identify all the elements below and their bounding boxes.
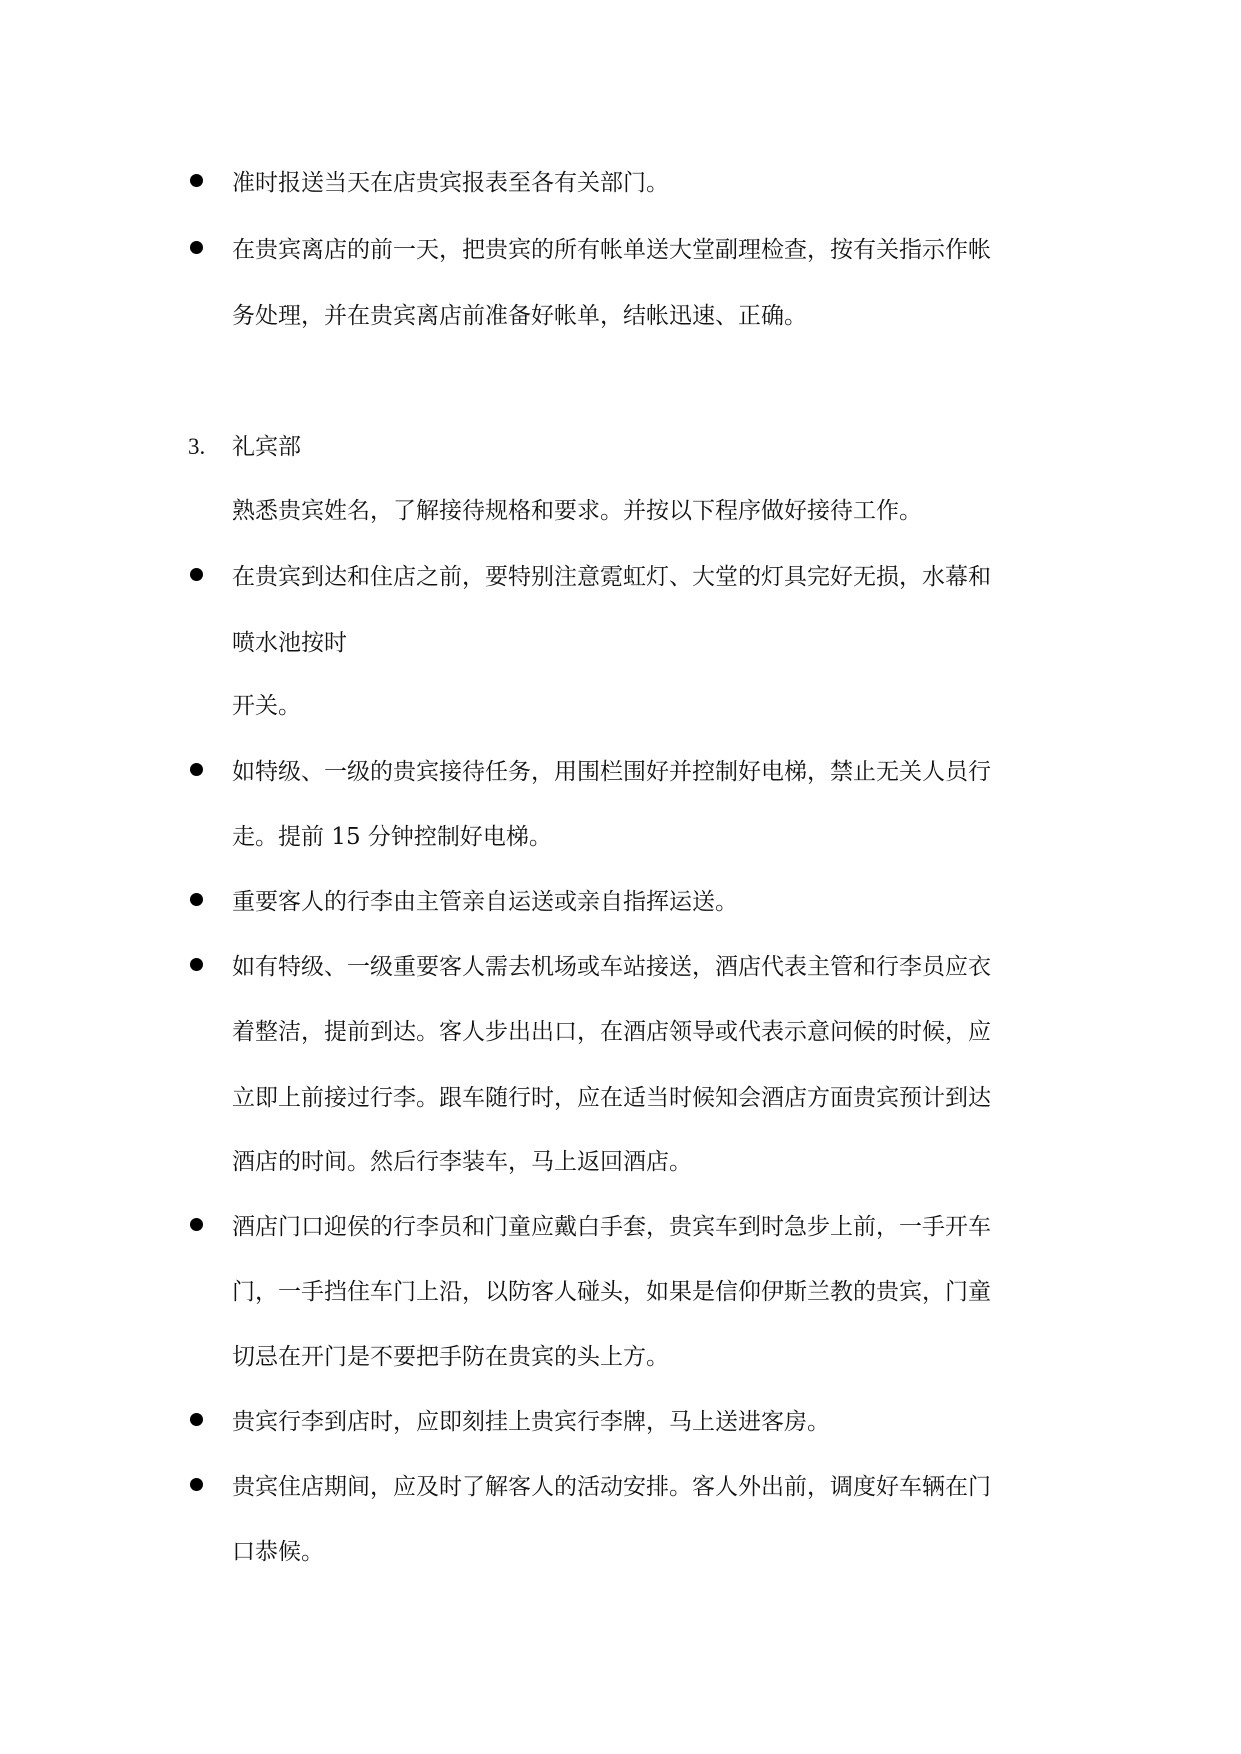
list-item-text: 喷水池按时 <box>232 630 347 656</box>
list-item-text: 准时报送当天在店贵宾报表至各有关部门。 <box>232 170 669 196</box>
list-item-text: 开关。 <box>232 693 301 719</box>
bullet-icon <box>190 174 203 187</box>
list-item-text: 在贵宾离店的前一天，把贵宾的所有帐单送大堂副理检查，按有关指示作帐 <box>232 237 991 263</box>
bullet-icon <box>190 1218 203 1231</box>
bullet-icon <box>190 241 203 254</box>
list-item-text: 如特级、一级的贵宾接待任务，用围栏围好并控制好电梯，禁止无关人员行 <box>232 759 991 785</box>
list-item-text: 口恭候。 <box>232 1539 324 1565</box>
section-number: 3. <box>188 434 206 459</box>
list-item-text: 重要客人的行李由主管亲自运送或亲自指挥运送。 <box>232 889 738 915</box>
list-item-text: 门，一手挡住车门上沿，以防客人碰头，如果是信仰伊斯兰教的贵宾，门童 <box>232 1279 991 1305</box>
list-item-text: 酒店门口迎侯的行李员和门童应戴白手套，贵宾车到时急步上前，一手开车 <box>232 1214 991 1240</box>
list-item-text: 贵宾行李到店时，应即刻挂上贵宾行李牌，马上送进客房。 <box>232 1409 830 1435</box>
list-item-text: 务处理，并在贵宾离店前准备好帐单，结帐迅速、正确。 <box>232 303 807 329</box>
list-item-text: 贵宾住店期间，应及时了解客人的活动安排。客人外出前，调度好车辆在门 <box>232 1474 991 1500</box>
bullet-icon <box>190 1478 203 1491</box>
section-intro: 熟悉贵宾姓名，了解接待规格和要求。并按以下程序做好接待工作。 <box>232 498 922 524</box>
section-title: 礼宾部 <box>232 434 301 460</box>
bullet-icon <box>190 958 203 971</box>
list-item-text: 走。提前 15 分钟控制好电梯。 <box>232 824 552 850</box>
list-item-text: 切忌在开门是不要把手防在贵宾的头上方。 <box>232 1344 669 1370</box>
bullet-icon <box>190 763 203 776</box>
list-item-text: 如有特级、一级重要客人需去机场或车站接送，酒店代表主管和行李员应衣 <box>232 954 991 980</box>
list-item-text: 在贵宾到达和住店之前，要特别注意霓虹灯、大堂的灯具完好无损，水幕和 <box>232 564 991 590</box>
bullet-icon <box>190 1413 203 1426</box>
list-item-text: 立即上前接过行李。跟车随行时，应在适当时候知会酒店方面贵宾预计到达 <box>232 1085 991 1111</box>
bullet-icon <box>190 568 203 581</box>
list-item-text: 着整洁，提前到达。客人步出出口，在酒店领导或代表示意问候的时候，应 <box>232 1019 991 1045</box>
bullet-icon <box>190 893 203 906</box>
list-item-text: 酒店的时间。然后行李装车，马上返回酒店。 <box>232 1149 692 1175</box>
